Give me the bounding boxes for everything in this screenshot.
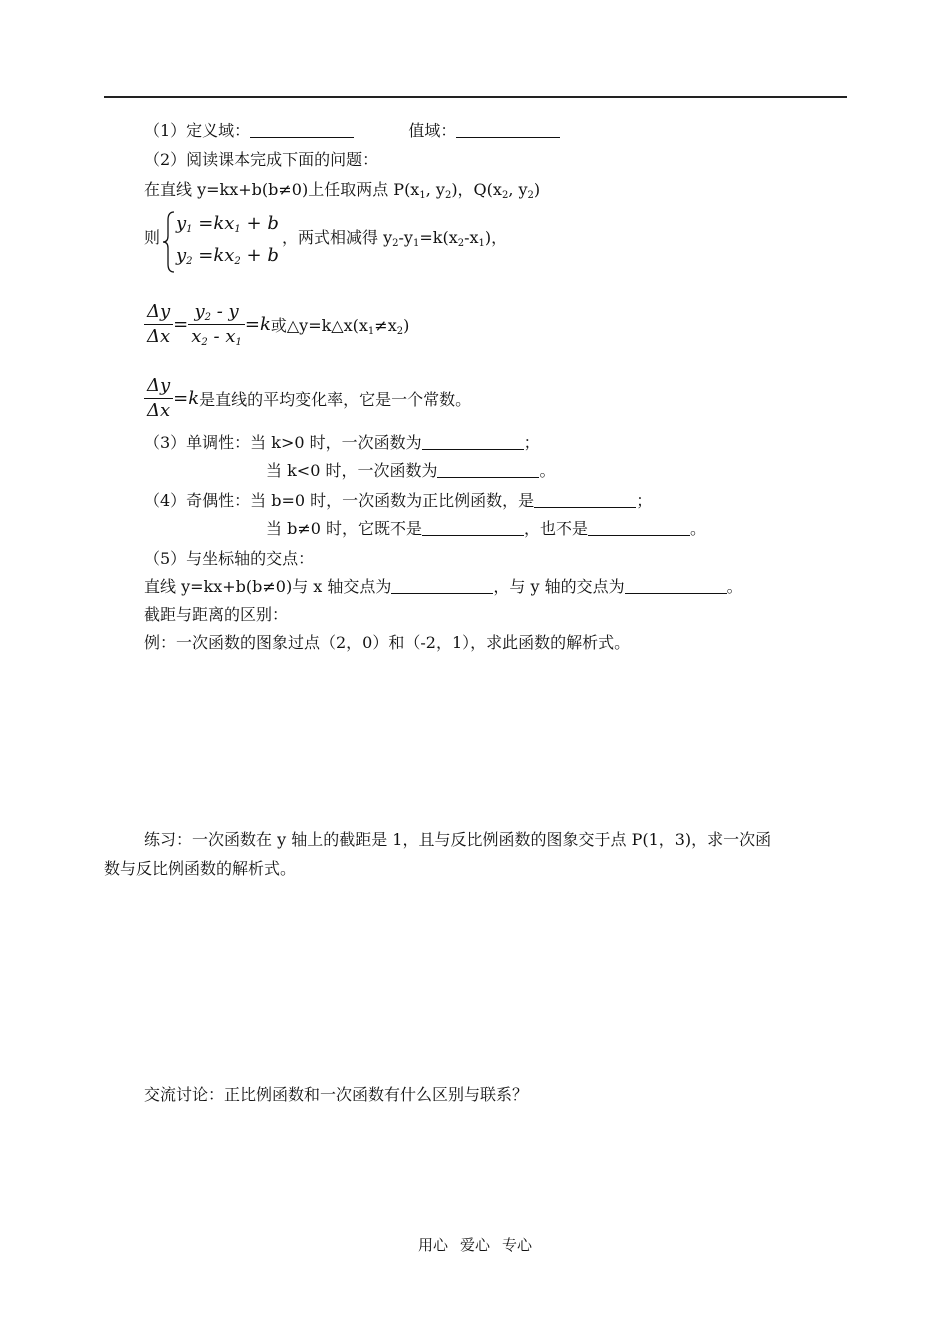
equation-1: $y_1 =kx_1 + b$ — [176, 213, 279, 235]
parity-blank-2[interactable] — [422, 520, 524, 536]
then-label: 则 — [144, 228, 161, 247]
line-monotonic-2: 当 k<0 时，一次函数为 。 — [266, 461, 556, 480]
range-label: 值域： — [408, 121, 457, 140]
header-rule — [104, 96, 847, 98]
domain-label: （1）定义域： — [144, 121, 251, 140]
brace-icon — [162, 210, 176, 274]
footer-word-1: 用心 — [417, 1236, 448, 1254]
line-domain-range — [144, 121, 560, 141]
line-example: 例：一次函数的图象过点（2，0）和（-2，1），求此函数的解析式。 — [144, 633, 631, 652]
line-read-textbook: （2）阅读课本完成下面的问题： — [144, 150, 379, 169]
footer-word-3: 专心 — [502, 1236, 533, 1254]
subtract-text: ，两式相减得 $y_2-y_1=k(x_2-x_1)$， — [282, 228, 508, 249]
line-intersections-heading: （5）与坐标轴的交点： — [144, 549, 315, 568]
average-rate-line: $\frac{\Delta y}{\Delta x}$ =k是直线的平均变化率，它是一个常数。 — [144, 374, 471, 423]
parity-blank-3[interactable] — [588, 520, 690, 536]
line-parity-2: 当 b≠0 时，它既不是 ，也不是 。 — [266, 519, 707, 538]
monotonic-blank-1[interactable] — [422, 434, 524, 450]
delta-fraction-2: $\frac{\Delta y}{\Delta x}$ — [144, 374, 173, 423]
line-discussion: 交流讨论：正比例函数和一次函数有什么区别与联系？ — [144, 1085, 529, 1104]
difference-fraction: $\frac{y_2 - y}{x_2 - x_1}$ — [188, 300, 245, 349]
monotonic-blank-2[interactable] — [437, 462, 539, 478]
line-parity-1: （4）奇偶性：当 b=0 时，一次函数为正比例函数，是 ； — [144, 491, 653, 510]
line-two-points: 在直线 y=kx+b(b≠0)上任取两点 $P(x_1$, $y_2$)，$Q(x_2$, $y_2$) — [144, 180, 541, 201]
parity-blank-1[interactable] — [534, 492, 636, 508]
footer-word-2: 爱心 — [459, 1236, 490, 1254]
domain-blank[interactable] — [250, 122, 354, 138]
y-intercept-blank[interactable] — [625, 578, 727, 594]
slope-formula: $\frac{\Delta y}{\Delta x}$ = $\frac{y_2 - y}{x_2 - x_1}$ =k或$\triangle y=k\triangle x(x_1\ne x_2)$ — [144, 300, 409, 349]
line-monotonic-1: （3）单调性：当 k>0 时，一次函数为 ； — [144, 433, 540, 452]
page-footer — [0, 1234, 950, 1255]
x-intercept-blank[interactable] — [391, 578, 493, 594]
delta-fraction: $\frac{\Delta y}{\Delta x}$ — [144, 300, 173, 349]
line-intersections: 直线 y=kx+b(b≠0)与 x 轴交点为 ，与 y 轴的交点为 。 — [144, 577, 743, 596]
line-practice-1: 练习：一次函数在 y 轴上的截距是 1，且与反比例函数的图象交于点 P(1，3)，求一次函 — [144, 830, 772, 849]
line-practice-2: 数与反比例函数的解析式。 — [104, 859, 297, 878]
equation-2: $y_2 =kx_2 + b$ — [176, 245, 279, 267]
range-blank[interactable] — [456, 122, 560, 138]
line-intercept-distance: 截距与距离的区别： — [144, 605, 289, 624]
